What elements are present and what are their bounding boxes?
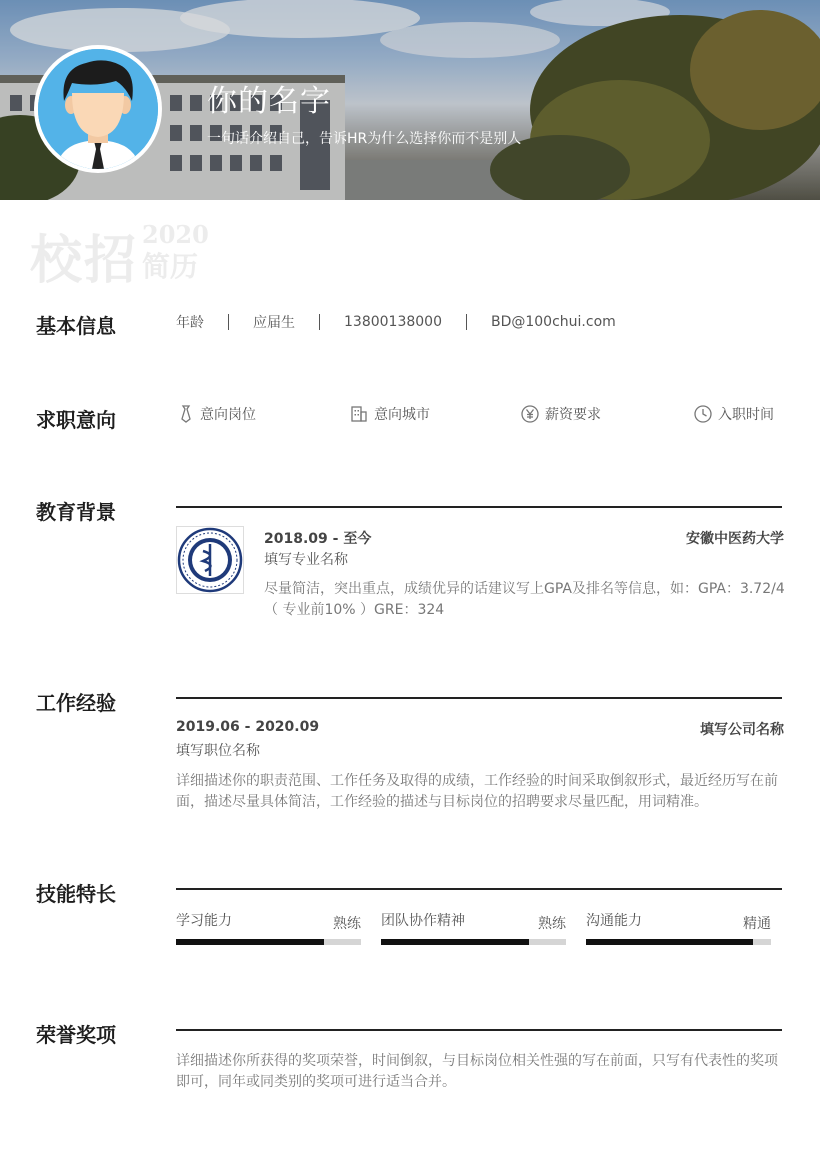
- section-title-basic: 基本信息: [36, 314, 116, 338]
- section-title-education: 教育背景: [36, 500, 116, 524]
- education-major: 填写专业名称: [264, 552, 348, 568]
- section-title-intention: 求职意向: [36, 408, 116, 432]
- section-title-skills: 技能特长: [36, 882, 116, 906]
- person-avatar-icon: [38, 49, 158, 169]
- skill-progress-bar: [586, 939, 771, 945]
- skill-level: 精通: [743, 916, 771, 932]
- education-school: 安徽中医药大学: [686, 531, 784, 547]
- header-banner: [0, 0, 820, 200]
- education-date: 2018.09 - 至今: [264, 531, 372, 547]
- skill-progress-bar: [381, 939, 566, 945]
- skill-item: [176, 910, 361, 950]
- skill-progress-fill: [586, 939, 753, 945]
- skill-item: [586, 910, 771, 950]
- candidate-name: 你的名字: [207, 84, 331, 119]
- clock-icon: [694, 405, 712, 423]
- yen-icon: [521, 405, 539, 423]
- intent-salary: [521, 404, 601, 424]
- tie-icon: [178, 405, 194, 423]
- honors-description: 详细描述你所获得的奖项荣誉，时间倒叙，与目标岗位相关性强的写在前面，只写有代表性的奖项即可，同年或同类别的奖项可进行适当合并。: [176, 1053, 778, 1090]
- email-text[interactable]: BD@100chui.com: [490, 314, 616, 330]
- watermark-big-text: 校招: [30, 230, 139, 291]
- divider: [319, 314, 320, 330]
- skill-name: 团队协作精神: [381, 913, 465, 929]
- skill-name: 学习能力: [176, 913, 232, 929]
- basic-info-row: [176, 312, 616, 332]
- phone-text[interactable]: 13800138000: [344, 314, 442, 330]
- section-divider-education: [176, 506, 782, 508]
- watermark-year: 2020: [142, 220, 209, 249]
- intent-city-label: 意向城市: [374, 407, 430, 423]
- divider: [466, 314, 467, 330]
- watermark-small-text: 简历: [142, 250, 199, 283]
- intent-city: [350, 404, 430, 424]
- skill-name: 沟通能力: [586, 913, 642, 929]
- skill-progress-bar: [176, 939, 361, 945]
- status-text: 应届生: [253, 315, 295, 331]
- section-divider-skills: [176, 888, 782, 890]
- skill-progress-fill: [176, 939, 324, 945]
- divider: [228, 314, 229, 330]
- section-title-honors: 荣誉奖项: [36, 1023, 116, 1047]
- skill-item: [381, 910, 566, 950]
- intent-salary-label: 薪资要求: [545, 407, 601, 423]
- work-description: 详细描述你的职责范围、工作任务及取得的成绩，工作经验的时间采取倒叙形式，最近经历写在前面，描述尽量具体简洁，工作经验的描述与目标岗位的招聘要求尽量匹配，用词精准。: [176, 773, 778, 810]
- education-description: 尽量简洁，突出重点，成绩优异的话建议写上GPA及排名等信息，如：GPA：3.72/4（ 专业前10% ）GRE：324: [264, 581, 785, 618]
- intent-position: [178, 404, 256, 424]
- section-divider-honors: [176, 1029, 782, 1031]
- age-text: 年龄: [176, 315, 204, 331]
- skill-progress-fill: [381, 939, 529, 945]
- university-logo: [176, 526, 244, 594]
- university-seal-icon: [177, 527, 243, 593]
- work-position: 填写职位名称: [176, 743, 260, 759]
- intent-start-time: [694, 404, 774, 424]
- candidate-tagline: 一句话介绍自己，告诉HR为什么选择你而不是别人: [207, 131, 522, 147]
- section-title-work: 工作经验: [36, 691, 116, 715]
- avatar[interactable]: [34, 45, 162, 173]
- intent-position-label: 意向岗位: [200, 407, 256, 423]
- section-divider-work: [176, 697, 782, 699]
- work-company: 填写公司名称: [700, 722, 784, 738]
- intent-start-time-label: 入职时间: [718, 407, 774, 423]
- work-date: 2019.06 - 2020.09: [176, 719, 320, 735]
- skill-level: 熟练: [333, 916, 361, 932]
- skill-level: 熟练: [538, 916, 566, 932]
- building-icon: [350, 405, 368, 423]
